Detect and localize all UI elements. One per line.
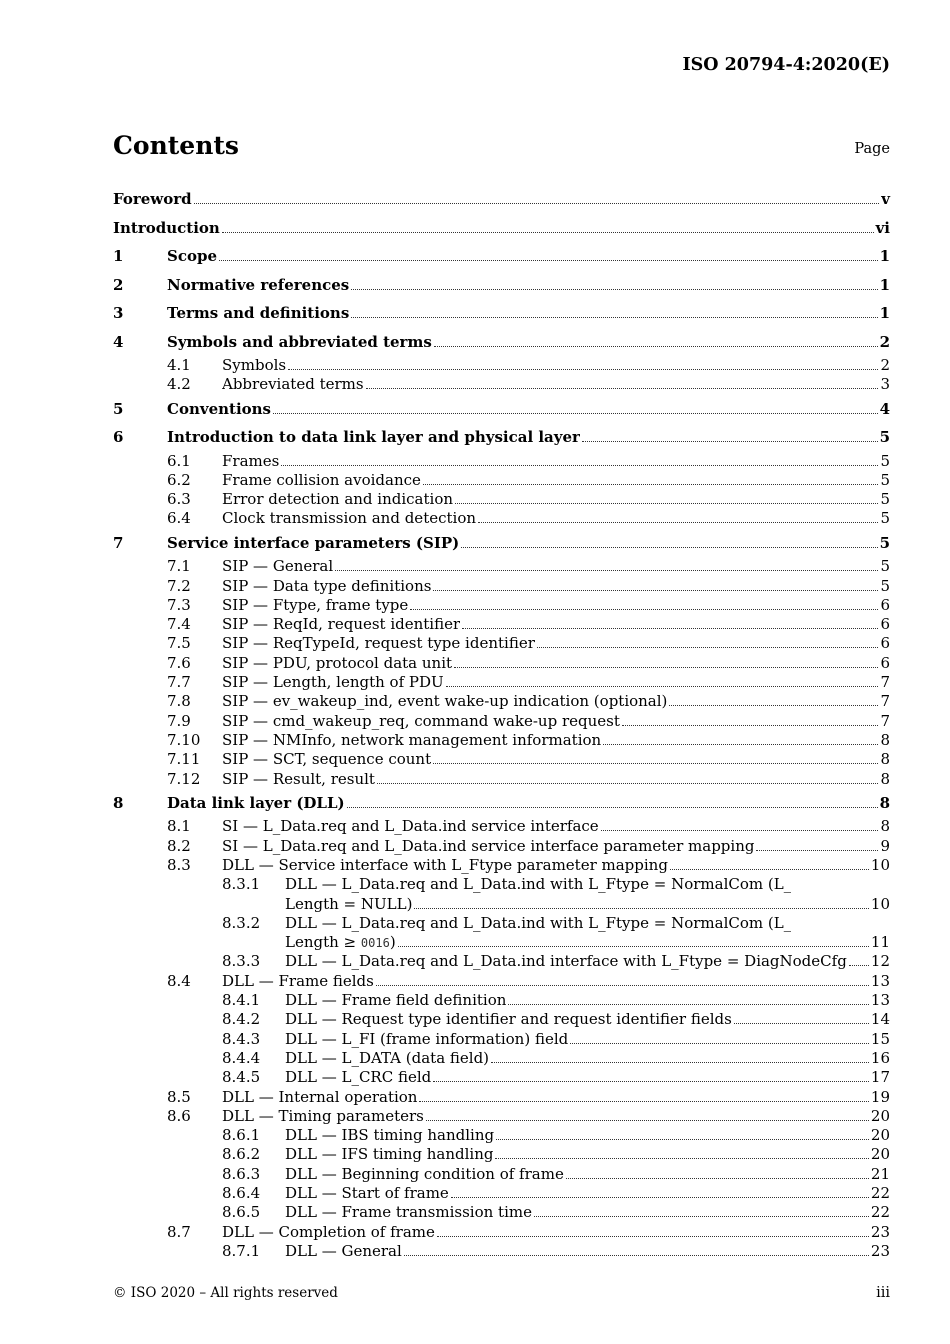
toc-entry-number: 7.3	[167, 595, 191, 614]
toc-leader-dots	[433, 589, 878, 591]
toc-entry-title: DLL — L_Data.req and L_Data.ind with L_Ftype = NormalCom (L_	[285, 913, 792, 932]
toc-leader-dots	[281, 464, 878, 466]
toc-entry-page: 1	[879, 304, 890, 322]
toc-entry-page: 19	[870, 1087, 890, 1106]
toc-entry-page: 10	[870, 855, 890, 874]
toc-entry-title: DLL — Start of frame	[285, 1183, 449, 1202]
toc-entry-page: 13	[870, 971, 890, 990]
toc-entry-title: Frame collision avoidance	[222, 470, 421, 489]
toc-entry[interactable]	[113, 875, 890, 894]
toc-leader-dots	[335, 569, 878, 571]
toc-entry-number: 8.4.5	[222, 1068, 261, 1087]
toc-entry-number: 7	[113, 533, 124, 552]
toc-entry[interactable]	[113, 299, 890, 328]
toc-entry-page: 13	[870, 991, 890, 1010]
toc-entry-continuation	[113, 895, 890, 914]
toc-leader-dots	[570, 1042, 869, 1044]
toc-entry-title: Introduction to data link layer and physical layer	[167, 428, 580, 447]
toc-leader-dots	[219, 259, 878, 261]
toc-entry[interactable]	[113, 490, 890, 509]
toc-entry[interactable]	[113, 991, 890, 1010]
toc-entry-title: Symbols and abbreviated terms	[167, 332, 432, 351]
toc-entry-title: Normative references	[167, 275, 350, 294]
toc-leader-dots	[273, 412, 878, 414]
toc-entry-title: SIP — cmd_wakeup_req, command wake-up request	[222, 711, 620, 730]
toc-leader-dots	[669, 704, 878, 706]
toc-entry-title: SIP — ReqId, request identifier	[222, 615, 461, 634]
toc-leader-dots	[426, 1119, 869, 1121]
toc-entry[interactable]	[113, 692, 890, 711]
toc-entry-title: DLL — L_Data.req and L_Data.ind with L_Ftype = NormalCom (L_	[285, 875, 792, 894]
toc-entry-title: DLL — Internal operation	[222, 1087, 418, 1106]
toc-entry-title: DLL — Service interface with L_Ftype parameter mapping	[222, 855, 668, 874]
toc-entry[interactable]	[113, 1165, 890, 1184]
toc-entry-title: Symbols	[222, 356, 287, 374]
toc-leader-dots	[446, 685, 879, 687]
toc-entry-number: 6.1	[167, 451, 191, 470]
toc-entry-page: 7	[880, 692, 890, 711]
toc-entry-page: 6	[880, 595, 890, 614]
toc-leader-dots	[222, 231, 874, 233]
toc-leader-dots	[537, 646, 879, 648]
toc-entry-continuation	[113, 933, 890, 952]
toc-entry-title: DLL — Frame fields	[222, 971, 374, 990]
toc-leader-dots	[376, 984, 869, 986]
toc-entry-title: Introduction	[113, 218, 220, 237]
toc-entry-page: 21	[870, 1164, 890, 1183]
toc-entry-page: 22	[870, 1203, 890, 1222]
toc-entry-number: 8.5	[167, 1087, 191, 1106]
toc-entry-page: 8	[880, 730, 890, 749]
toc-entry-title: Foreword	[113, 190, 192, 208]
toc-entry[interactable]	[113, 673, 890, 692]
toc-entry[interactable]	[113, 423, 890, 452]
toc-entry-page: v	[881, 190, 890, 208]
toc-entry[interactable]	[113, 185, 890, 214]
toc-entry[interactable]	[113, 770, 890, 789]
toc-entry[interactable]	[113, 789, 890, 818]
toc-entry[interactable]	[113, 509, 890, 528]
toc-entry-page: 1	[879, 275, 890, 294]
toc-entry-page: 6	[880, 634, 890, 653]
toc-entry[interactable]	[113, 1107, 890, 1126]
toc-entry-title: DLL — Beginning condition of frame	[285, 1164, 564, 1183]
toc-entry-page: 7	[880, 673, 890, 692]
toc-entry[interactable]	[113, 1030, 890, 1049]
toc-entry-title: DLL — IBS timing handling	[285, 1126, 495, 1145]
page-column-label: Page	[854, 141, 890, 157]
toc-entry-title: DLL — Request type identifier and request identifier fields	[285, 1010, 732, 1029]
copyright-notice: © ISO 2020 – All rights reserved	[113, 1285, 338, 1301]
toc-leader-dots	[451, 1196, 869, 1198]
toc-entry[interactable]	[113, 557, 890, 576]
toc-entry-page: 2	[879, 332, 890, 351]
toc-leader-dots	[603, 743, 878, 745]
toc-entry-title: SIP — ReqTypeId, request type identifier	[222, 634, 535, 653]
toc-entry[interactable]	[113, 1203, 890, 1222]
toc-entry[interactable]	[113, 654, 890, 673]
toc-entry-title: SIP — SCT, sequence count	[222, 750, 432, 769]
toc-entry[interactable]	[113, 634, 890, 653]
toc-entry-number: 8.6	[167, 1106, 191, 1125]
toc-leader-dots	[433, 762, 878, 764]
toc-entry-title: Data link layer (DLL)	[167, 793, 345, 812]
toc-entry-number: 8.3.3	[222, 952, 261, 971]
toc-entry[interactable]	[113, 214, 890, 243]
toc-entry-page: 5	[880, 490, 890, 509]
toc-entry[interactable]	[113, 375, 890, 394]
toc-entry-number: 6.4	[167, 509, 191, 528]
toc-leader-dots	[756, 849, 878, 851]
toc-entry-number: 8.6.2	[222, 1145, 261, 1164]
toc-entry-number: 8.7.1	[222, 1241, 261, 1260]
toc-entry-title: SIP — Length, length of PDU	[222, 673, 444, 692]
toc-continuation-text: Length = NULL)	[285, 894, 413, 913]
toc-entry-page: 11	[870, 933, 890, 952]
toc-entry-page: vi	[875, 218, 890, 237]
toc-entry-title: SIP — Data type definitions	[222, 576, 432, 595]
toc-entry-page: 5	[879, 533, 890, 552]
toc-entry-number: 6.3	[167, 490, 191, 509]
toc-entry-number: 2	[113, 275, 124, 294]
toc-leader-dots	[351, 316, 877, 318]
toc-entry-page: 1	[879, 247, 890, 265]
toc-entry-title: Terms and definitions	[167, 304, 350, 322]
toc-entry-title: DLL — Completion of frame	[222, 1222, 435, 1241]
toc-continuation-tail: )	[389, 933, 396, 952]
toc-leader-dots	[491, 1061, 869, 1063]
toc-entry-number: 8.3	[167, 855, 191, 874]
toc-leader-dots	[508, 1003, 869, 1005]
toc-entry-page: 9	[880, 836, 890, 855]
toc-leader-dots	[288, 368, 878, 370]
toc-entry[interactable]	[113, 731, 890, 750]
toc-entry[interactable]	[113, 328, 890, 357]
toc-entry-title: DLL — General	[285, 1241, 402, 1260]
toc-entry[interactable]	[113, 577, 890, 596]
toc-entry-page: 10	[870, 894, 890, 913]
toc-entry-title: SIP — General	[222, 557, 334, 576]
contents-heading: Contents	[113, 131, 240, 160]
toc-entry[interactable]	[113, 1068, 890, 1087]
toc-entry-number: 8.4.2	[222, 1010, 261, 1029]
toc-entry-title: DLL — L_FI (frame information) field	[285, 1029, 569, 1048]
toc-leader-dots	[534, 1215, 869, 1217]
toc-leader-dots	[377, 782, 879, 784]
toc-entry-page: 22	[870, 1183, 890, 1202]
toc-leader-dots	[478, 521, 878, 523]
toc-entry-page: 6	[880, 615, 890, 634]
toc-entry-title-continuation	[285, 933, 396, 951]
toc-entry-page: 3	[880, 375, 890, 394]
toc-entry-title: DLL — Frame transmission time	[285, 1203, 532, 1222]
toc-entry-number: 8.4.1	[222, 991, 261, 1010]
toc-entry-page: 16	[870, 1048, 890, 1067]
toc-entry-number: 4.1	[167, 356, 191, 374]
toc-entry-number: 7.2	[167, 576, 191, 595]
toc-entry-page: 6	[880, 653, 890, 672]
toc-entry[interactable]	[113, 972, 890, 991]
toc-entry-title: SIP — PDU, protocol data unit	[222, 653, 453, 672]
toc-entry-number: 8.3.1	[222, 875, 261, 894]
toc-entry[interactable]	[113, 856, 890, 875]
toc-entry[interactable]	[113, 837, 890, 856]
toc-entry-number: 7.6	[167, 653, 191, 672]
toc-entry[interactable]	[113, 615, 890, 634]
toc-entry-number: 8.6.3	[222, 1164, 261, 1183]
toc-entry-title: DLL — L_CRC field	[285, 1068, 432, 1087]
toc-entry-number: 7.5	[167, 634, 191, 653]
toc-leader-dots	[194, 202, 880, 204]
toc-entry-number: 8.7	[167, 1222, 191, 1241]
toc-entry-title: DLL — L_DATA (data field)	[285, 1048, 490, 1067]
toc-entry-page: 20	[870, 1126, 890, 1145]
toc-entry[interactable]	[113, 1049, 890, 1068]
page-number: iii	[876, 1285, 890, 1301]
toc-leader-dots	[601, 829, 879, 831]
toc-entry-number: 5	[113, 399, 124, 418]
toc-leader-dots	[566, 1177, 869, 1179]
toc-entry[interactable]	[113, 817, 890, 836]
toc-leader-dots	[849, 964, 869, 966]
toc-entry[interactable]	[113, 529, 890, 558]
toc-entry-number: 7.4	[167, 615, 191, 634]
toc-entry[interactable]	[113, 1126, 890, 1145]
table-of-contents	[113, 185, 890, 1261]
toc-entry[interactable]	[113, 1184, 890, 1203]
toc-leader-dots	[461, 546, 877, 548]
toc-entry-number: 6.2	[167, 470, 191, 489]
toc-entry-number: 4.2	[167, 375, 191, 394]
toc-leader-dots	[410, 608, 878, 610]
toc-entry-page: 12	[870, 952, 890, 971]
toc-entry-number: 8.4	[167, 971, 191, 990]
toc-leader-dots	[734, 1022, 869, 1024]
toc-entry-title: SIP — Ftype, frame type	[222, 595, 409, 614]
toc-entry[interactable]	[113, 1010, 890, 1029]
toc-leader-dots	[454, 666, 878, 668]
toc-entry-page: 23	[870, 1222, 890, 1241]
toc-entry-page: 20	[870, 1145, 890, 1164]
toc-leader-dots	[419, 1100, 868, 1102]
toc-entry-title: Conventions	[167, 399, 271, 418]
toc-entry[interactable]	[113, 1145, 890, 1164]
toc-entry-number: 7.9	[167, 711, 191, 730]
toc-leader-dots	[622, 724, 879, 726]
toc-entry-number: 8.2	[167, 836, 191, 855]
toc-entry-page: 5	[880, 576, 890, 595]
toc-leader-dots	[414, 907, 868, 909]
toc-entry-number: 1	[113, 247, 124, 265]
toc-entry[interactable]	[113, 952, 890, 971]
toc-leader-dots	[455, 502, 878, 504]
toc-entry-title-continuation	[285, 895, 412, 913]
document-identifier: ISO 20794-4:2020(E)	[682, 55, 890, 75]
toc-leader-dots	[462, 627, 878, 629]
toc-entry-number: 8.6.1	[222, 1126, 261, 1145]
toc-entry[interactable]	[113, 356, 890, 375]
toc-entry-number: 7.8	[167, 692, 191, 711]
toc-entry[interactable]	[113, 712, 890, 731]
toc-leader-dots	[434, 345, 878, 347]
toc-continuation-code: 0016	[360, 936, 390, 951]
toc-entry[interactable]	[113, 271, 890, 300]
toc-leader-dots	[423, 483, 879, 485]
toc-leader-dots	[582, 440, 878, 442]
toc-entry-number: 8	[113, 793, 124, 812]
toc-entry-page: 8	[880, 817, 890, 836]
toc-entry-page: 2	[880, 356, 890, 374]
toc-entry-page: 15	[870, 1029, 890, 1048]
toc-entry[interactable]	[113, 471, 890, 490]
toc-entry-page: 7	[880, 711, 890, 730]
toc-entry-number: 8.6.4	[222, 1183, 261, 1202]
toc-entry-page: 20	[870, 1106, 890, 1125]
toc-entry-title: DLL — IFS timing handling	[285, 1145, 494, 1164]
toc-leader-dots	[366, 387, 879, 389]
toc-entry-title: Frames	[222, 451, 280, 470]
toc-entry[interactable]	[113, 242, 890, 271]
toc-entry-page: 5	[880, 451, 890, 470]
toc-entry-number: 7.11	[167, 750, 201, 769]
toc-leader-dots	[404, 1254, 869, 1256]
toc-entry-title: SIP — NMInfo, network management information	[222, 730, 602, 749]
toc-entry-page: 4	[879, 399, 890, 418]
toc-entry-title: DLL — L_Data.req and L_Data.ind interface with L_Ftype = DiagNodeCfg	[285, 952, 847, 971]
toc-leader-dots	[433, 1080, 869, 1082]
toc-entry-title: DLL — Timing parameters	[222, 1106, 424, 1125]
toc-entry-number: 7.1	[167, 557, 191, 576]
toc-entry-number: 8.4.4	[222, 1048, 261, 1067]
toc-entry-number: 6	[113, 428, 124, 447]
toc-entry-number: 8.3.2	[222, 913, 261, 932]
toc-entry-page: 5	[880, 557, 890, 576]
toc-entry-title: Error detection and indication	[222, 490, 454, 509]
toc-entry-page: 5	[880, 470, 890, 489]
toc-entry-page: 8	[879, 793, 890, 812]
toc-entry-page: 14	[870, 1010, 890, 1029]
toc-leader-dots	[347, 806, 878, 808]
toc-entry-page: 8	[880, 750, 890, 769]
toc-leader-dots	[495, 1157, 868, 1159]
toc-entry[interactable]	[113, 1223, 890, 1242]
toc-leader-dots	[437, 1235, 869, 1237]
toc-entry-number: 8.4.3	[222, 1029, 261, 1048]
toc-entry[interactable]	[113, 596, 890, 615]
toc-entry[interactable]	[113, 750, 890, 769]
toc-entry-page: 8	[880, 769, 890, 788]
toc-entry-number: 7.12	[167, 769, 201, 788]
toc-leader-dots	[351, 288, 877, 290]
toc-entry[interactable]	[113, 914, 890, 933]
toc-entry[interactable]	[113, 1088, 890, 1107]
toc-leader-dots	[398, 945, 869, 947]
toc-entry[interactable]	[113, 452, 890, 471]
toc-entry-number: 8.6.5	[222, 1203, 261, 1222]
toc-entry-title: Abbreviated terms	[222, 375, 364, 394]
toc-entry[interactable]	[113, 395, 890, 424]
toc-entry-title: SI — L_Data.req and L_Data.ind service interface parameter mapping	[222, 836, 755, 855]
toc-entry-title: Clock transmission and detection	[222, 509, 477, 528]
toc-entry-number: 8.1	[167, 817, 191, 836]
toc-continuation-text: Length ≥	[285, 933, 361, 952]
toc-entry-page: 5	[880, 509, 890, 528]
toc-leader-dots	[670, 868, 869, 870]
toc-entry-title: SIP — ev_wakeup_ind, event wake-up indication (optional)	[222, 692, 668, 711]
toc-entry-title: Service interface parameters (SIP)	[167, 533, 460, 552]
toc-entry-title: Scope	[167, 247, 218, 265]
toc-entry-title: SIP — Result, result	[222, 769, 375, 788]
toc-entry-page: 5	[879, 428, 890, 447]
toc-entry-title: SI — L_Data.req and L_Data.ind service interface	[222, 817, 599, 836]
toc-entry-title: DLL — Frame field definition	[285, 991, 507, 1010]
toc-entry[interactable]	[113, 1242, 890, 1261]
toc-entry-page: 17	[870, 1068, 890, 1087]
toc-entry-number: 7.10	[167, 730, 201, 749]
toc-leader-dots	[496, 1138, 869, 1140]
toc-entry-number: 4	[113, 332, 124, 351]
toc-entry-number: 3	[113, 304, 124, 322]
toc-entry-page: 23	[870, 1241, 890, 1260]
toc-entry-number: 7.7	[167, 673, 191, 692]
